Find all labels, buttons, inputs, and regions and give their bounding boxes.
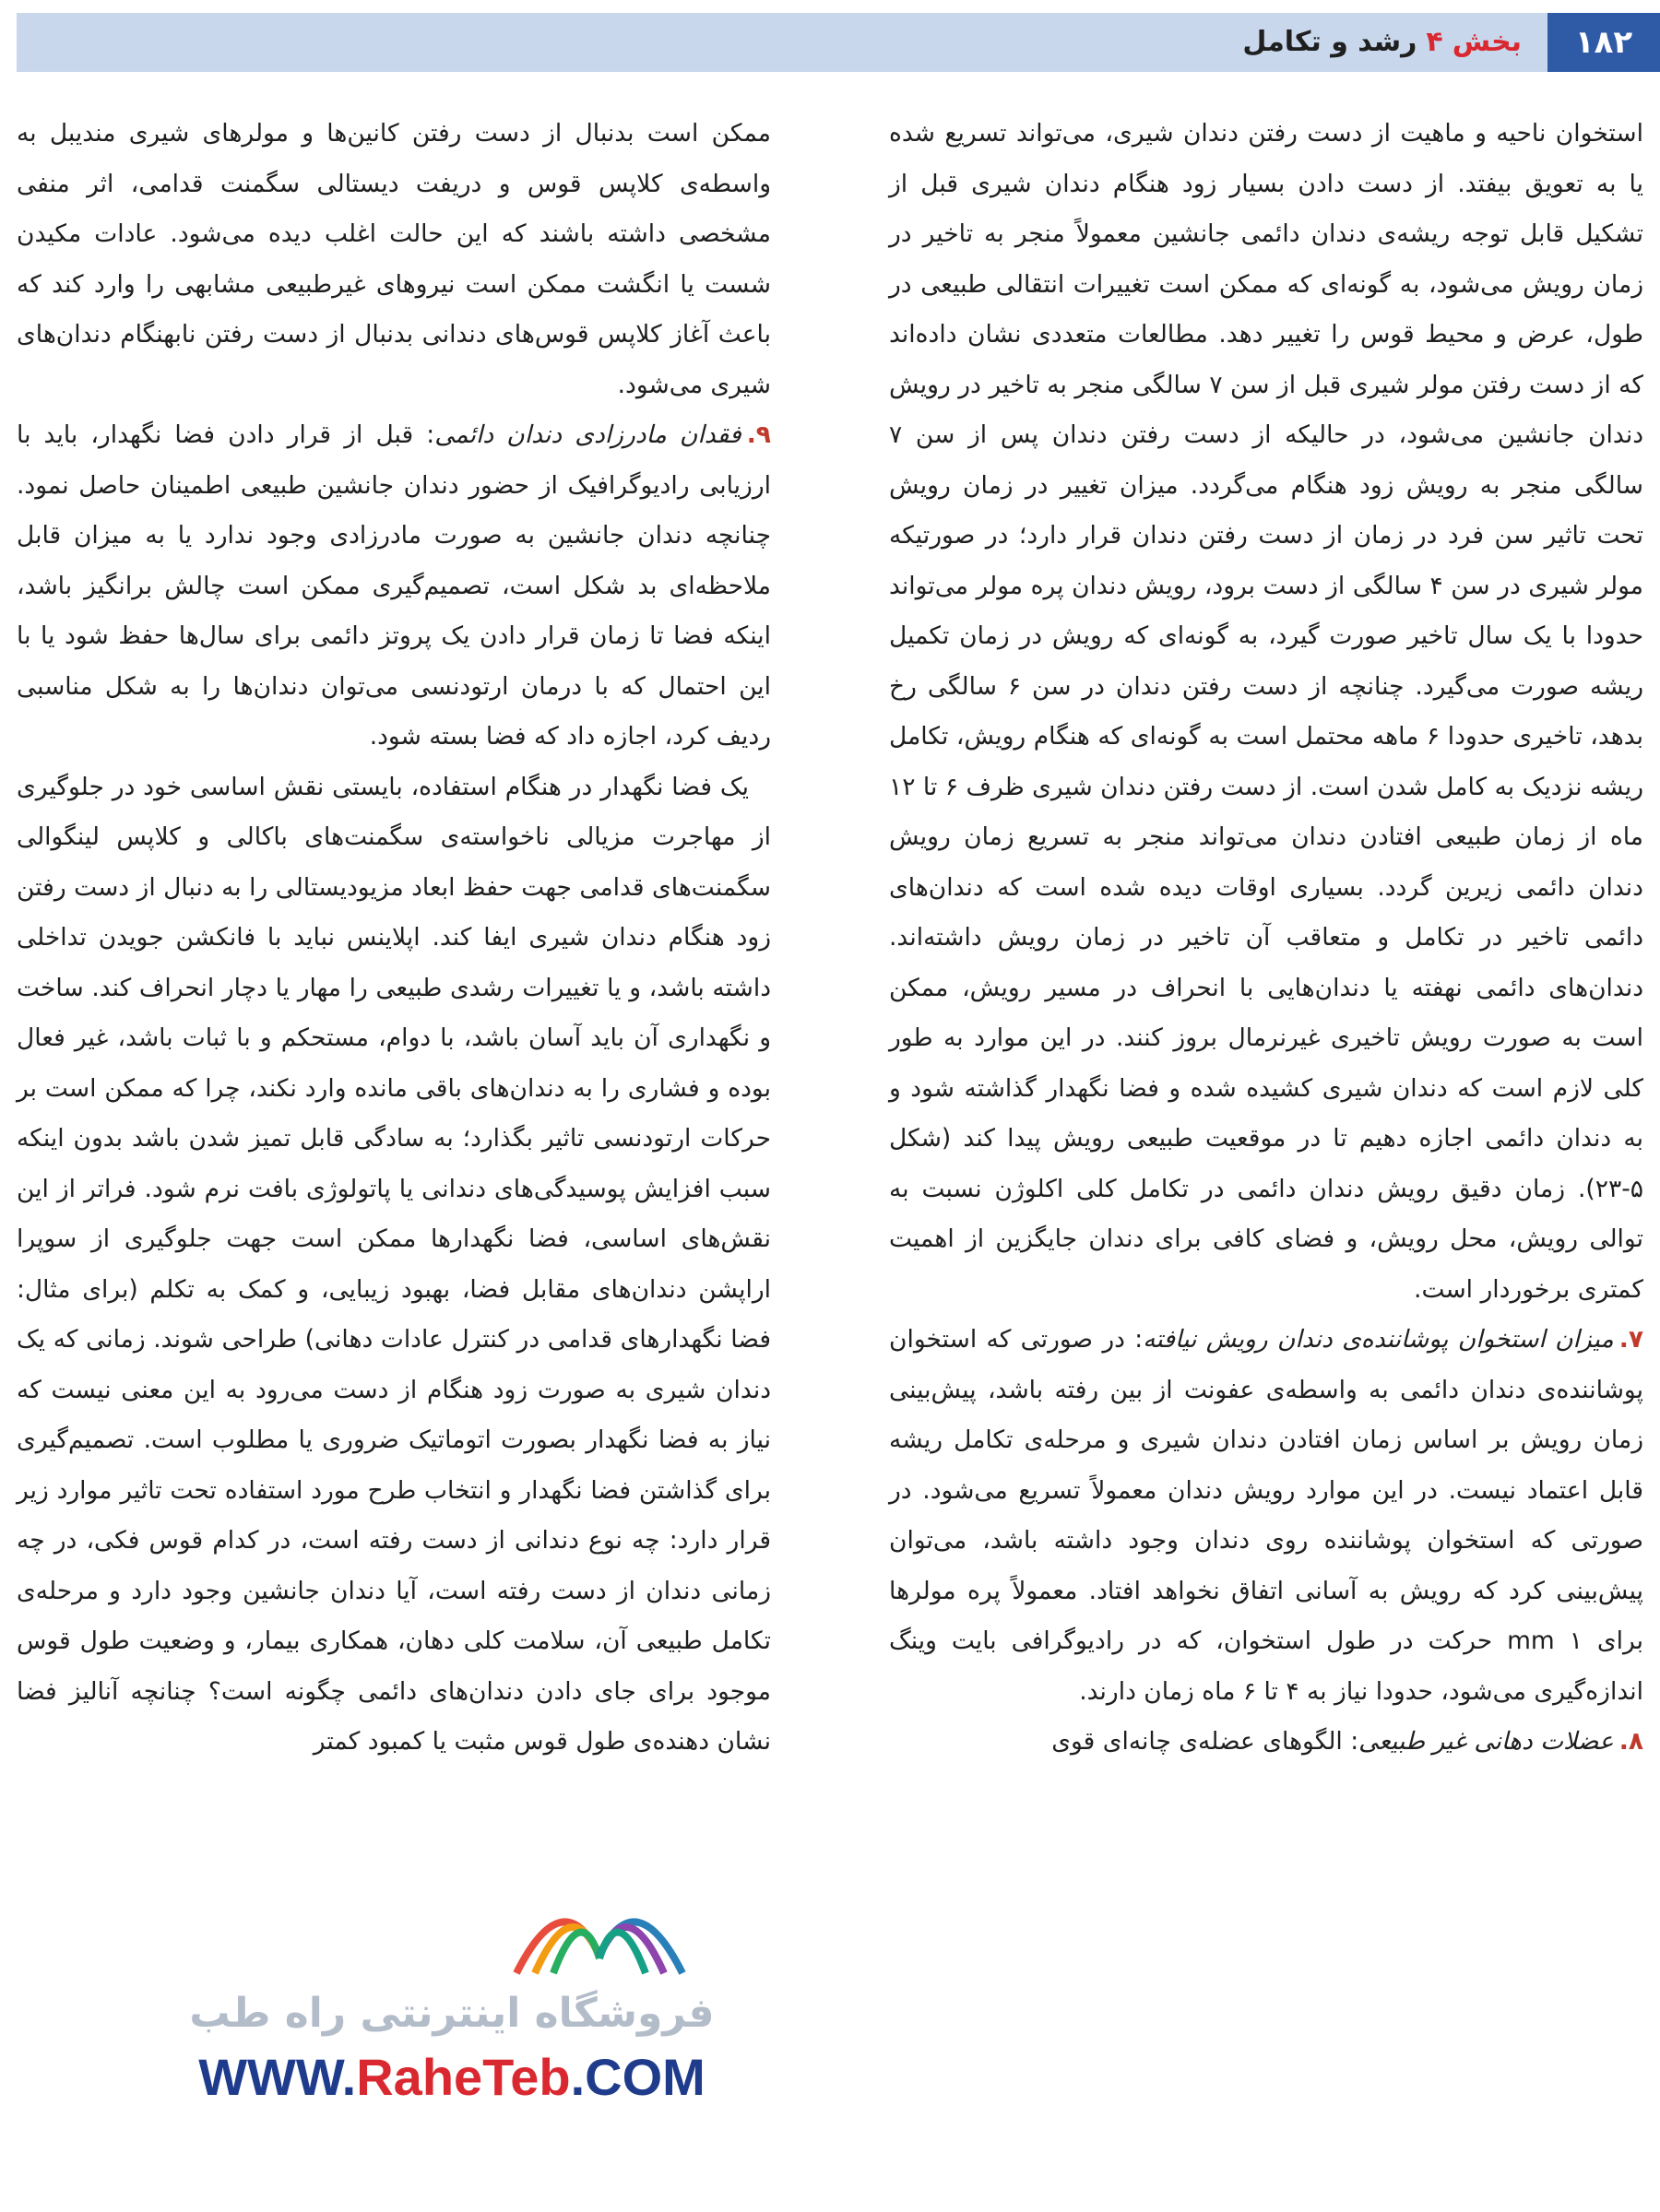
list-item-8: [889, 1717, 1643, 1768]
watermark-url: [175, 2047, 729, 2107]
item-9-number: ۹.: [746, 420, 771, 449]
left-paragraph-1: ممکن است بدنبال از دست رفتن کانین‌ها و مولرهای شیری مندیبل به واسطه‌ی کلاپس قوس و دریفت دیستالی سگمنت قدامی، اثر منفی مشخصی داشته باشند که این حالت اغلب دیده می‌شود. عادات مکیدن شست یا انگشت ممکن است نیروهای غیرطبیعی مشابهی را وارد کند که باعث آغاز کلاپس قوس‌های دندانی بدنبال از دست رفتن نابهنگام دندان‌های شیری می‌شود.: [17, 119, 771, 399]
item-9-title: فقدان مادرزادی دندان دائمی: [434, 420, 741, 449]
item-7-number: ۷.: [1618, 1325, 1643, 1354]
chapter-heading: [1242, 13, 1522, 72]
chapter-number: ۴: [1426, 26, 1443, 58]
item-8-text: : الگوهای عضله‌ی چانه‌ای قوی: [1051, 1727, 1359, 1756]
page-number: ۱۸۲: [1574, 24, 1633, 61]
chapter-title: رشد و تکامل: [1242, 26, 1417, 58]
left-column: [17, 109, 771, 1768]
watermark-store-name: فروشگاه اینترنتی راه طب: [189, 1990, 715, 2037]
list-item-7: [889, 1315, 1643, 1717]
item-7-text: : در صورتی که استخوان پوشاننده‌ی دندان دائمی به واسطه‌ی عفونت از بین رفته باشد، پیش‌بینی زمان رویش بر اساس زمان افتادن دندان شیری و مرحله‌ی تکامل ریشه قابل اعتماد نیست. در این موارد رویش دندان معمولاً تسریع می‌شود. در صورتی که استخوان پوشاننده روی دندان وجود داشته باشد، می‌توان پیش‌بینی کرد که رویش به آسانی اتفاق نخواهد افتاد. معمولاً پره مولرها برای ۱ mm حرکت در طول استخوان، که در رادیوگرافی بایت وینگ اندازه‌گیری می‌شود، حدودا نیاز به ۴ تا ۶ ماه زمان دارند.: [889, 1325, 1643, 1706]
watermark-url-prefix: WWW.: [198, 2048, 357, 2106]
item-8-title: عضلات دهانی غیر طبیعی: [1358, 1727, 1614, 1756]
item-7-title: میزان استخوان پوشاننده‌ی دندان رویش نیافته: [1143, 1325, 1614, 1354]
right-column: [889, 109, 1643, 1768]
book-logo-icon: [507, 1872, 692, 1982]
item-9-text: : قبل از قرار دادن فضا نگهدار، باید با ارزیابی رادیوگرافیک از حضور دندان جانشین طبیعی اطمینان حاصل نمود. چنانچه دندان جانشین به صورت مادرزادی وجود ندارد یا به میزان قابل ملاحظه‌ای بد شکل است، تصمیم‌گیری ممکن است چالش برانگیز باشد، اینکه فضا تا زمان قرار دادن یک پروتز دائمی برای سال‌ها حفظ شود یا با این احتمال که با درمان ارتودنسی می‌توان دندان‌ها را به شکل مناسبی ردیف کرد، اجازه داد که فضا بسته شود.: [17, 420, 771, 751]
chapter-label: بخش: [1452, 26, 1522, 58]
right-paragraph-1: استخوان ناحیه و ماهیت از دست رفتن دندان شیری، می‌تواند تسریع شده یا به تعویق بیفتد. از دست دادن بسیار زود هنگام دندان شیری قبل از تشکیل قابل توجه ریشه‌ی دندان دائمی جانشین معمولاً منجر به تاخیر در زمان رویش می‌شود، به گونه‌ای که ممکن است تغییرات انتقالی طبیعی در طول، عرض و محیط قوس را تغییر دهد. مطالعات متعددی نشان داده‌اند که از دست رفتن مولر شیری قبل از سن ۷ سالگی منجر به تاخیر در رویش دندان جانشین می‌شود، در حالیکه از دست رفتن دندان پس از سن ۷ سالگی منجر به رویش زود هنگام می‌گردد. میزان تغییر در زمان رویش تحت تاثیر سن فرد در زمان از دست رفتن دندان قرار دارد؛ در صورتیکه مولر شیری در سن ۴ سالگی از دست برود، رویش دندان پره مولر می‌تواند حدودا با یک سال تاخیر صورت گیرد، به گونه‌ای که رویش در زمان تکمیل ریشه صورت می‌گیرد. چنانچه از دست رفتن دندان در سن ۶ سالگی رخ بدهد، تاخیری حدودا ۶ ماهه محتمل است به گونه‌ای که هنگام رویش، تکامل ریشه نزدیک به کامل شدن است. از دست رفتن دندان شیری ظرف ۶ تا ۱۲ ماه از زمان طبیعی افتادن دندان می‌تواند منجر به تسریع زمان رویش دندان دائمی زیرین گردد. بسیاری اوقات دیده شده است که دندان‌های دائمی تاخیر در تکامل و متعاقب آن تاخیر در زمان رویش داشته‌اند. دندان‌های دائمی نهفته یا دندان‌هایی با انحراف در مسیر رویش، ممکن است به صورت رویش تاخیری غیرنرمال بروز کنند. در این موارد به طور کلی لازم است که دندان شیری کشیده شده و فضا نگهدار گذاشته شود و به دندان دائمی اجازه دهیم تا در موقعیت طبیعی رویش پیدا کند (شکل ۵-۲۳). زمان دقیق رویش دندان دائمی در تکامل کلی اکلوژن نسبت به توالی رویش، محل رویش، و فضای کافی برای دندان جایگزین از اهمیت کمتری برخوردار است.: [889, 119, 1644, 1304]
watermark-url-brand: RaheTeb: [356, 2048, 571, 2106]
watermark: [175, 1872, 729, 2121]
watermark-url-suffix: .COM: [570, 2048, 706, 2106]
item-8-number: ۸.: [1618, 1727, 1643, 1756]
left-paragraph-2: یک فضا نگهدار در هنگام استفاده، بایستی نقش اساسی خود در جلوگیری از مهاجرت مزیالی ناخواسته‌ی سگمنت‌های باکالی و کلاپس لینگوالی سگمنت‌های قدامی جهت حفظ ابعاد مزیودیستالی را به دنبال از دست رفتن زود هنگام دندان شیری ایفا کند. اپلاینس نباید با فانکشن جویدن تداخلی داشته باشد، و یا تغییرات رشدی طبیعی را مهار یا دچار انحراف کند. ساخت و نگهداری آن باید آسان باشد، با دوام، مستحکم و با ثبات باشد، غیر فعال بوده و فشاری را به دندان‌های باقی مانده وارد نکند، چرا که ممکن است بر حرکات ارتودنسی تاثیر بگذارد؛ به سادگی قابل تمیز شدن باشد بدون اینکه سبب افزایش پوسیدگی‌های دندانی یا پاتولوژی بافت نرم شود. فراتر از این نقش‌های اساسی، فضا نگهدارها ممکن است جهت جلوگیری از سوپرا اراپشن دندان‌های مقابل فضا، بهبود زیبایی، و کمک به تکلم (برای مثال: فضا نگهدارهای قدامی در کنترل عادات دهانی) طراحی شوند. زمانی که یک دندان شیری به صورت زود هنگام از دست می‌رود به این معنی نیست که نیاز به فضا نگهدار بصورت اتوماتیک ضروری یا مطلوب است. تصمیم‌گیری برای گذاشتن فضا نگهدار و انتخاب طرح مورد استفاده تحت تاثیر موارد زیر قرار دارد: چه نوع دندانی از دست رفته است، در کدام قوس فکی، در چه زمانی دندان از دست رفته است، آیا دندان جانشین وجود دارد و مرحله‌ی تکامل طبیعی آن، سلامت کلی دهان، همکاری بیمار، و وضعیت طول قوس موجود برای جای دادن دندان‌های دائمی چگونه است؟ چنانچه آنالیز فضا نشان دهنده‌ی طول قوس مثبت یا کمبود کمتر: [17, 772, 771, 1756]
list-item-9: [17, 410, 771, 763]
